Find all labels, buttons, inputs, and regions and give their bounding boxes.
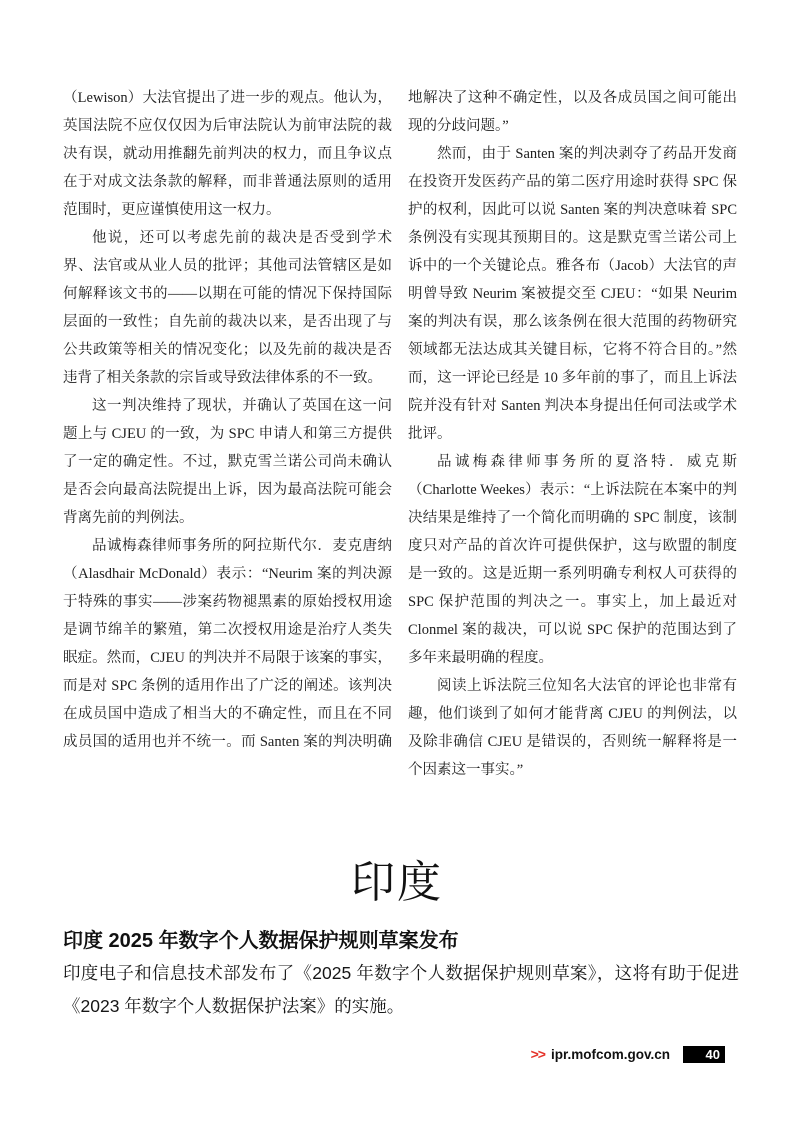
- article-paragraph: 品诚梅森律师事务所的阿拉斯代尔．麦克唐纳（Alasdhair McDonald）表示：“Neurim 案的判决源于特殊的事实——涉案药物褪黑素的原始授权用途是调节绵羊的繁殖，第二次授权用途是治疗人类失眠症。然而，CJEU 的判决并不局限于该案的事实，而是对 SPC 条例的适用作出了广泛的阐述。该判决在成员国中造成了相当大的不确定性，而且在不同成员国的适用也并不统一。而 Santen 案的判决明确地解决了这种不确定性，以及各成员国之间可能出现的分歧问题。”: [63, 90, 737, 750]
- article-paragraph: 然而，由于 Santen 案的判决剥夺了药品开发商在投资开发医药产品的第二医疗用途时获得 SPC 保护的权利，因此可以说 Santen 案的判决意味着 SPC 条例没有实现其预期目的。这是默克雪兰诺公司上诉中的一个关键论点。雅各布（Jacob）大法官的声明曾导致 Neurim 案被提交至 CJEU：“如果 Neurim 案的判决有误，那么该条例在很大范围的药物研究领域都无法达成其关键目标，它将不符合目的。”然而，这一评论已经是 10 多年前的事了，而且上诉法院并没有针对 Santen 判决本身提出任何司法或学术批评。: [408, 146, 737, 442]
- page-number-badge: 40: [683, 1046, 725, 1063]
- article-body: [63, 84, 737, 796]
- article-paragraph: 他说，还可以考虑先前的裁决是否受到学术界、法官或从业人员的批评；其他司法管辖区是如何解释该文书的——以期在可能的情况下保持国际层面的一致性；自先前的裁决以来，是否出现了与公共政策等相关的情况变化；以及先前的裁决是否违背了相关条款的宗旨或导致法律体系的不一致。: [63, 230, 392, 386]
- footer-site-url: ipr.mofcom.gov.cn: [550, 1047, 670, 1062]
- article-paragraph: 品诚梅森律师事务所的夏洛特．威克斯（Charlotte Weekes）表示：“上诉法院在本案中的判决结果是维持了一个简化而明确的 SPC 制度，该制度只对产品的首次许可提供保护，这与欧盟的制度是一致的。这是近期一系列明确专利权人可获得的 SPC 保护范围的判决之一。事实上，加上最近对 Clonmel 案的裁决，可以说 SPC 保护的范围达到了多年来最明确的程度。: [408, 454, 737, 666]
- article-paragraph: 这一判决维持了现状，并确认了英国在这一问题上与 CJEU 的一致，为 SPC 申请人和第三方提供了一定的确定性。不过，默克雪兰诺公司尚未确认是否会向最高法院提出上诉，因为最高法院可能会背离先前的判例法。: [63, 398, 392, 526]
- double-chevron-icon: >>: [530, 1046, 545, 1062]
- section-title-india: 印度: [351, 858, 443, 907]
- page-footer: [531, 1046, 725, 1063]
- article-paragraph: （Lewison）大法官提出了进一步的观点。他认为，英国法院不应仅仅因为后审法院认为前审法院的裁决有误，就动用推翻先前判决的权力，而且争议点在于对成文法条款的解释，而非普通法原则的适用范围时，更应谨慎使用这一权力。: [63, 90, 392, 218]
- news-headline: 印度 2025 年数字个人数据保护规则草案发布: [63, 930, 459, 952]
- news-summary: 印度电子和信息技术部发布了《2025 年数字个人数据保护规则草案》，这将有助于促进《2023 年数字个人数据保护法案》的实施。: [63, 963, 739, 1016]
- article-paragraph: 阅读上诉法院三位知名大法官的评论也非常有趣，他们谈到了如何才能背离 CJEU 的判例法，以及除非确信 CJEU 是错误的，否则统一解释将是一个因素这一事实。”: [408, 678, 737, 778]
